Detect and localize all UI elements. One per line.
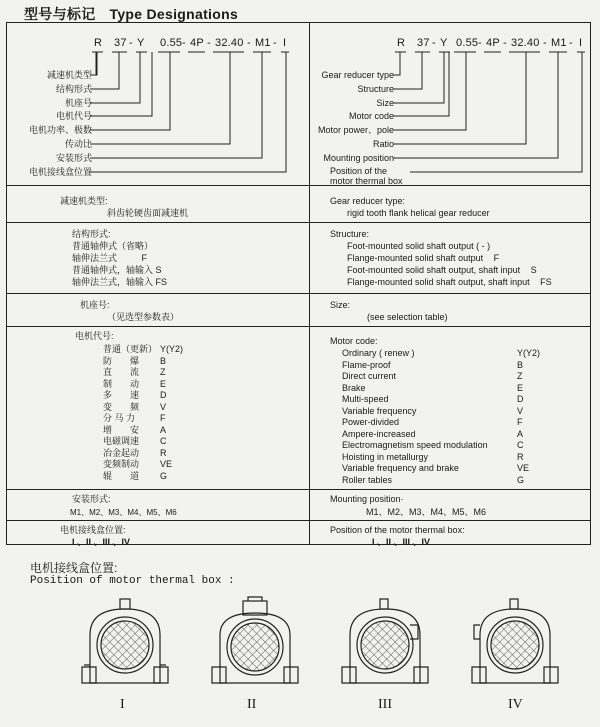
- right-label-6: Mounting position: [323, 153, 394, 163]
- motor-code-en-code-7: A: [517, 428, 524, 439]
- reducer-type-cn-value: 斜齿轮硬齿面减速机: [107, 208, 189, 218]
- motor-code-cn-title: 电机代号:: [75, 331, 114, 341]
- structure-cn-item-1: 轴伸法兰式 F: [72, 253, 148, 263]
- code-right-box: I: [579, 37, 583, 49]
- motor-code-en-item-11: Roller tables: [342, 474, 393, 485]
- motor-code-cn-code-4: D: [160, 390, 167, 400]
- motor-code-cn-item-10: 变频制动: [103, 459, 140, 469]
- code-right-dash5: -: [569, 37, 573, 49]
- motor-code-en-code-5: V: [517, 405, 524, 416]
- heading-cn: 型号与标记: [24, 6, 96, 22]
- code-right-dash1: -: [432, 37, 436, 49]
- mounting-cn-value: M1、M2、M3、M4、M5、M6: [70, 508, 177, 517]
- motor-diagram-II: [210, 595, 300, 690]
- code-left-dash3: -: [207, 37, 211, 49]
- motor-code-en-item-2: Direct current: [342, 371, 397, 381]
- motor-code-en-code-3: E: [517, 382, 524, 393]
- motor-code-en-title: Motor code:: [330, 336, 378, 346]
- motor-code-en-item-8: Electromagnetism speed modulation: [342, 440, 488, 450]
- code-left-poles: 4P: [190, 37, 204, 49]
- motor-code-cn-item-1: 防 爆: [103, 355, 140, 366]
- motor-code-en-code-8: C: [517, 440, 524, 450]
- terminal-box-en-title: Position of the motor thermal box:: [330, 525, 465, 535]
- motor-caption-IV: IV: [508, 697, 523, 712]
- code-left-37: 37: [114, 37, 127, 49]
- terminal-box-cn-value: I 、II 、III 、IV: [72, 537, 131, 547]
- code-left-mount: M1: [255, 37, 271, 49]
- motor-code-en-item-5: Variable frequency: [342, 405, 417, 416]
- right-label-0: Gear reducer type: [321, 70, 394, 80]
- mounting-cn-title: 安装形式:: [72, 494, 111, 504]
- right-label-3: Motor code: [348, 111, 394, 121]
- row-divider-2: [6, 222, 591, 223]
- motor-code-cn-item-4: 多 速: [103, 390, 140, 400]
- code-left-dash5: -: [273, 37, 277, 49]
- code-left-dash2: -: [182, 37, 186, 49]
- left-label-1: 结构形式: [55, 84, 92, 94]
- code-right-dash4: -: [543, 37, 547, 49]
- motor-code-en-code-11: G: [517, 474, 525, 485]
- motor-code-en-item-9: Hoisting in metallurgy: [342, 451, 429, 462]
- motor-code-cn-item-3: 制 动: [103, 378, 140, 389]
- right-label-4: Motor power、pole: [317, 125, 394, 135]
- motor-caption-II: II: [247, 697, 257, 712]
- left-label-5: 传动比: [64, 139, 92, 149]
- code-right-mount: M1: [551, 37, 567, 49]
- structure-en-item-1: Flange-mounted solid shaft output F: [347, 253, 500, 263]
- motor-code-cn-item-9: 冶金起动: [103, 447, 140, 458]
- code-left-power: 0.55: [160, 37, 183, 49]
- motor-code-en-item-4: Multi-speed: [342, 394, 389, 404]
- code-left-R: R: [94, 37, 103, 49]
- motor-code-en-item-6: Power-divided: [342, 417, 400, 427]
- code-right-poles: 4P: [486, 37, 500, 49]
- right-label-5: Ratio: [372, 139, 394, 149]
- structure-cn-title: 结构形式:: [72, 229, 111, 239]
- code-left-ratio: 32.40: [215, 37, 244, 49]
- motor-code-cn-code-0: Y(Y2): [160, 344, 184, 354]
- motor-code-en-item-1: Flame-proof: [342, 359, 391, 370]
- motor-code-cn-code-8: C: [160, 436, 167, 446]
- motor-code-en-item-7: Ampere-increased: [342, 428, 416, 439]
- code-right-ratio: 32.40: [511, 37, 540, 49]
- motor-code-cn-item-7: 增 安: [103, 424, 140, 435]
- mounting-en-value: M1、M2、M3、M4、M5、M6: [366, 507, 487, 517]
- motor-code-en-code-1: B: [517, 359, 524, 370]
- code-right-37: 37: [417, 37, 430, 49]
- left-label-4: 电机功率、极数: [28, 125, 92, 135]
- motor-code-cn-code-7: A: [160, 424, 167, 435]
- row-divider-3: [6, 293, 591, 294]
- motor-code-cn-code-3: E: [160, 378, 167, 389]
- code-right-Y: Y: [440, 37, 448, 49]
- motor-code-cn-item-2: 直 流: [103, 367, 140, 377]
- reducer-type-en-value: rigid tooth flank helical gear reducer: [347, 208, 490, 218]
- left-label-7: 电机接线盒位置: [28, 167, 92, 177]
- mounting-en-title: Mounting position·: [330, 494, 404, 504]
- motor-caption-I: I: [120, 697, 125, 712]
- motor-code-cn-item-6: 分 马 力: [103, 413, 136, 423]
- heading-en: Type Designations: [109, 6, 239, 22]
- size-cn-title: 机座号:: [80, 300, 110, 310]
- structure-en-item-3: Flange-mounted solid shaft output, shaft input FS: [347, 277, 552, 287]
- right-label-7: Position of the: [330, 166, 388, 176]
- reducer-type-cn-title: 减速机类型:: [60, 196, 108, 206]
- right-label-2: Size: [376, 98, 394, 108]
- left-label-3: 电机代号: [55, 111, 92, 121]
- motor-code-en-item-0: Ordinary ( renew ): [342, 348, 415, 358]
- motor-code-en-code-10: VE: [517, 463, 530, 473]
- bottom-title-en: Position of motor thermal box :: [30, 575, 235, 587]
- size-cn-value: （见选型参数表）: [107, 312, 180, 322]
- right-label-8: motor thermal box: [330, 176, 403, 186]
- code-right-dash3: -: [503, 37, 507, 49]
- row-divider-5: [6, 489, 591, 490]
- motor-code-cn-item-0: 普通（更新）: [103, 344, 158, 354]
- bottom-title-cn: 电机接线盒位置:: [30, 561, 118, 575]
- motor-code-en-code-0: Y(Y2): [517, 348, 541, 358]
- left-label-2: 机座号: [64, 98, 92, 108]
- size-en-title: Size:: [330, 300, 351, 310]
- structure-cn-item-0: 普通轴伸式（省略）: [72, 241, 154, 251]
- motor-code-cn-code-11: G: [160, 470, 168, 481]
- row-divider-4: [6, 326, 591, 327]
- motor-code-cn-item-11: 辊 道: [103, 470, 140, 481]
- structure-en-item-0: Foot-mounted solid shaft output ( - ): [347, 241, 491, 251]
- structure-en-item-2: Foot-mounted solid shaft output, shaft input S: [347, 265, 537, 275]
- code-left-Y: Y: [137, 37, 145, 49]
- motor-code-en-code-4: D: [517, 394, 524, 404]
- reducer-type-en-title: Gear reducer type:: [330, 196, 406, 206]
- motor-diagram-III: [340, 595, 430, 690]
- left-label-6: 安装形式: [55, 153, 92, 163]
- motor-code-cn-code-9: R: [160, 447, 167, 458]
- motor-code-en-code-2: Z: [517, 371, 523, 381]
- terminal-box-en-value: I 、II 、III 、IV: [372, 537, 431, 547]
- left-label-0: 减速机类型: [46, 70, 92, 80]
- motor-code-cn-code-1: B: [160, 355, 167, 366]
- motor-code-en-code-9: R: [517, 451, 524, 462]
- motor-code-en-item-3: Brake: [342, 382, 366, 393]
- motor-code-cn-code-5: V: [160, 401, 167, 412]
- code-left-dash1: -: [129, 37, 133, 49]
- motor-code-en-code-6: F: [517, 417, 523, 427]
- motor-code-cn-code-2: Z: [160, 367, 166, 377]
- code-left-box: I: [283, 37, 287, 49]
- structure-cn-item-3: 轴伸法兰式，轴输入 FS: [72, 277, 168, 287]
- code-right-power: 0.55: [456, 37, 479, 49]
- size-en-value: (see selection table): [367, 312, 448, 322]
- motor-caption-III: III: [378, 697, 392, 712]
- terminal-box-cn-title: 电机接线盒位置:: [60, 525, 126, 535]
- structure-en-title: Structure:: [330, 229, 370, 239]
- right-label-1: Structure: [357, 84, 394, 94]
- motor-code-cn-code-10: VE: [160, 459, 173, 469]
- motor-code-en-item-10: Variable frequency and brake: [342, 463, 459, 473]
- row-divider-6: [6, 520, 591, 521]
- motor-code-cn-item-8: 电磁调速: [103, 436, 140, 446]
- motor-diagram-I: [80, 595, 170, 690]
- motor-diagram-IV: [470, 595, 560, 690]
- motor-code-cn-item-5: 变 频: [103, 401, 140, 412]
- code-right-dash2: -: [478, 37, 482, 49]
- motor-code-cn-code-6: F: [160, 413, 166, 423]
- code-left-dash4: -: [247, 37, 251, 49]
- structure-cn-item-2: 普通轴伸式，轴输入 S: [72, 265, 162, 275]
- code-right-R: R: [397, 37, 406, 49]
